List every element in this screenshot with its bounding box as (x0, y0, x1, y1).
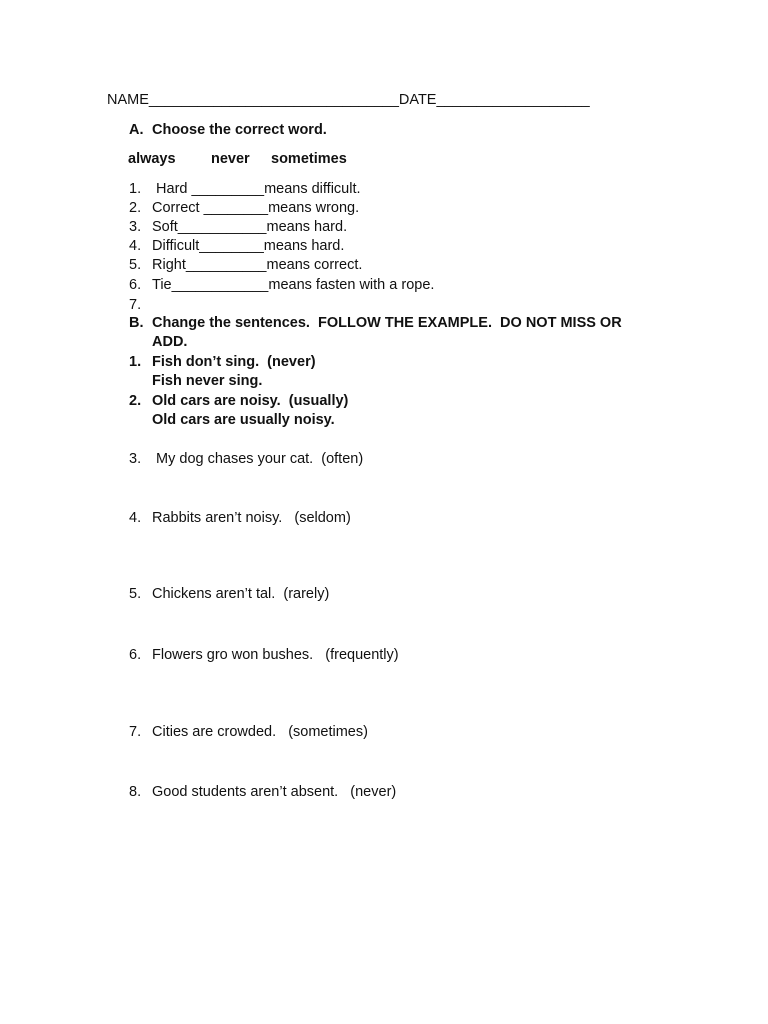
example-answer: Fish never sing. (152, 373, 263, 389)
item-number: 8. (129, 784, 142, 800)
word-bank-sometimes: sometimes (271, 151, 347, 167)
rewrite-item[interactable]: Cities are crowded. (sometimes) (152, 724, 368, 740)
example-number: 1. (129, 354, 142, 370)
section-b-marker: B. (129, 315, 144, 331)
item-number: 6. (129, 277, 142, 293)
item-number: 3. (129, 451, 142, 467)
fill-blank-item[interactable]: Right__________means correct. (152, 257, 363, 273)
fill-blank-item[interactable]: Tie____________means fasten with a rope. (152, 277, 435, 293)
section-a-title: Choose the correct word. (152, 122, 327, 138)
item-number: 5. (129, 586, 142, 602)
rewrite-item[interactable]: Chickens aren’t tal. (rarely) (152, 586, 330, 602)
fill-blank-item[interactable]: Correct ________means wrong. (152, 200, 360, 216)
item-number: 3. (129, 219, 142, 235)
section-a-marker: A. (129, 122, 144, 138)
example-sentence: Fish don’t sing. (never) (152, 354, 316, 370)
item-number: 1. (129, 181, 142, 197)
fill-blank-item[interactable]: Hard _________means difficult. (152, 181, 361, 197)
item-number: 2. (129, 200, 142, 216)
fill-blank-item[interactable]: Difficult________means hard. (152, 238, 345, 254)
section-b-title-cont: ADD. (152, 334, 188, 350)
fill-blank-item[interactable]: Soft___________means hard. (152, 219, 348, 235)
item-number: 7. (129, 297, 142, 313)
example-number: 2. (129, 393, 142, 409)
item-number: 6. (129, 647, 142, 663)
section-b-title: Change the sentences. FOLLOW THE EXAMPLE. DO NOT MISS OR (152, 315, 622, 331)
word-bank-always: always (128, 151, 176, 167)
item-number: 7. (129, 724, 142, 740)
example-sentence: Old cars are noisy. (usually) (152, 393, 349, 409)
rewrite-item[interactable]: Rabbits aren’t noisy. (seldom) (152, 510, 351, 526)
name-date-line[interactable]: NAME_______________________________DATE___________________ (107, 92, 590, 108)
word-bank-never: never (211, 151, 250, 167)
rewrite-item[interactable]: Good students aren’t absent. (never) (152, 784, 397, 800)
item-number: 4. (129, 238, 142, 254)
example-answer: Old cars are usually noisy. (152, 412, 335, 428)
rewrite-item[interactable]: My dog chases your cat. (often) (152, 451, 364, 467)
item-number: 5. (129, 257, 142, 273)
item-number: 4. (129, 510, 142, 526)
rewrite-item[interactable]: Flowers gro won bushes. (frequently) (152, 647, 399, 663)
